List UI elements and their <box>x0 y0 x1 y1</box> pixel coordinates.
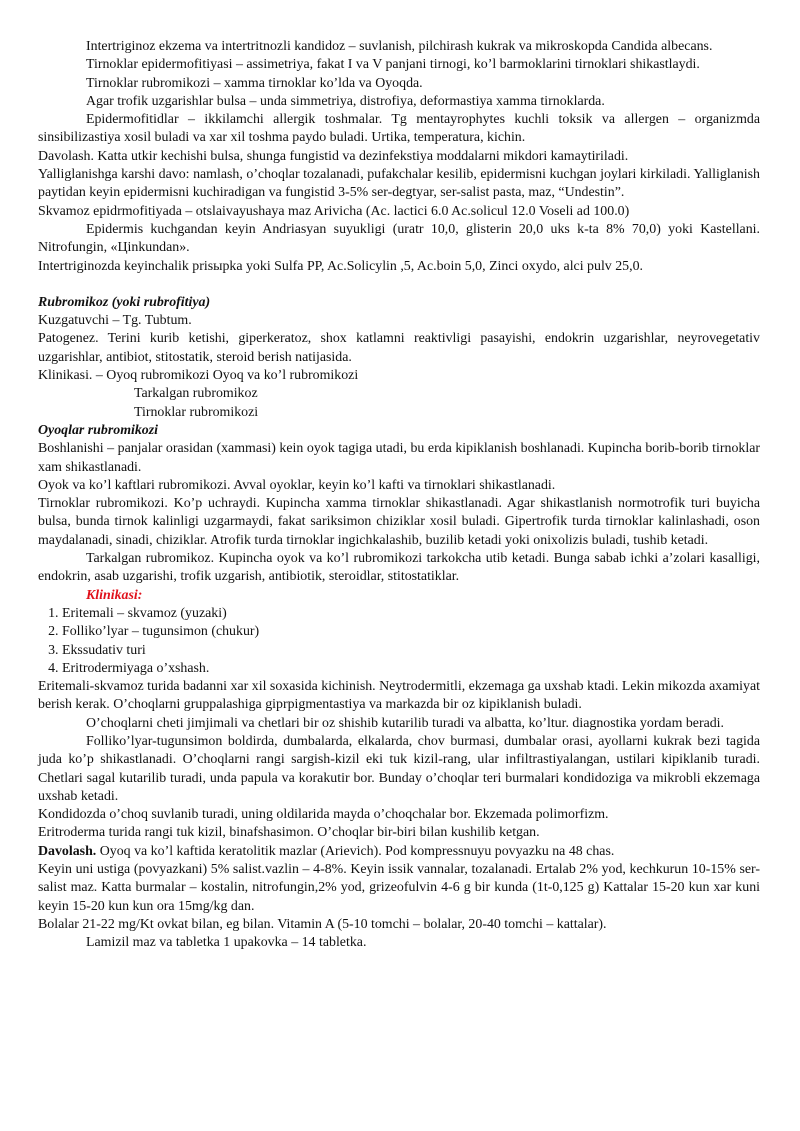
clinic-heading: Klinikasi: <box>86 587 143 603</box>
paragraph: Folliko’lyar-tugunsimon boldirda, dumbalarda, elkalarda, chov burmasi, dumbalar orasi, ayollarni kukrak bezi tagida juda ko’p shikastlanadi. O’choqlarni rangi sargish-kizil eki tuk kizil-rang, ular infiltrastiyalangan, ustilari kipiklanib turadi. Chetlari sagal kutarilib turadi, unda papula va korakutir bor. Bunday o’choqlar teri burmalari kondidoziga va mikrobli ekzemaga uxshab ketadi. <box>38 733 760 804</box>
paragraph: Tirnoklar rubromikozi <box>134 404 259 420</box>
paragraph: Yalliglanishga karshi davo: namlash, o’choqlar tozalanadi, pufakchalar kesilib, epidermisni kuchgan joylari kirkiladi. Yalliglanish paytidan keyin epidermisni kuchiradigan va fungistid 3-5% ser-degtyar, ser-salist pasta, maz, “Undestin”. <box>38 167 760 201</box>
paragraph: Tirnoklar rubromikozi. Ko’p uchraydi. Kupincha xamma tirnoklar shikastlanadi. Agar shikastlanish normotrofik turi buyicha bulsa, bunda tirnok kalinligi uzgarmaydi, fakat sariksimon chiziklar xosil buladi. Gipertrofik turda tirnoklar kalinlashadi, oson maydalanadi, sinadi, chiziklar. Atrofik turda tirnoklar ingichkalashib, buzilib ketadi yoki onixolizis buladi, tushib ketadi. <box>38 496 760 548</box>
paragraph: Eritemali-skvamoz turida badanni xar xil soxasida kichinish. Neytrodermitli, ekzemaga ga uxshab ktadi. Lekin mikozda axamiyat berish kerak. O’choqlarni gruppalashiga giprpigmentastiya va markazda bir oz kipiklanish buladi. <box>38 679 760 713</box>
paragraph: Kondidozda o’choq suvlanib turadi, uning oldilarida mayda o’choqchalar bor. Ekzemada polimorfizm. <box>38 807 609 823</box>
section-heading: Rubromikoz (yoki rubrofitiya) <box>38 294 211 310</box>
list-item: 1. Eritemali – skvamoz (yuzaki) <box>62 605 760 623</box>
paragraph: Davolash. Katta utkir kechishi bulsa, shunga fungistid va dezinfekstiya moddalarni mikdori kamaytiriladi. <box>38 148 629 164</box>
paragraph: Boshlanishi – panjalar orasidan (xammasi) kein oyok tagiga utadi, bu erda kipiklanish boshlanadi. Kupincha borib-borib tirnoklar xam shikastlanadi. <box>38 441 760 475</box>
paragraph: Patogenez. Terini kurib ketishi, giperkeratoz, shox katlamni reaktivligi pasayishi, endokrin uzgarishlar, neyrovegetativ uzgarishlar, antibiot, stitostatik, steroid berish natijasida. <box>38 331 760 365</box>
paragraph: Epidermis kuchgandan keyin Andriasyan suyukligi (uratr 10,0, glisterin 20,0 uks k-ta 8% 70,0) yoki Kastellani. Nitrofungin, «Цinkundan». <box>38 221 760 256</box>
list-item: 2. Folliko’lyar – tugunsimon (chukur) <box>62 623 760 641</box>
paragraph: Tirnoklar epidermofitiyasi – assimetriya, fakat I va V panjani tirnogi, ko’l barmoklarini tirnoklari shikastlaydi. <box>86 57 700 73</box>
paragraph: Oyok va ko’l kaftlari rubromikozi. Avval oyoklar, keyin ko’l kafti va tirnoklari shikastlanadi. <box>38 477 556 493</box>
paragraph: Agar trofik uzgarishlar bulsa – unda simmetriya, distrofiya, deformastiya xamma tirnoklarda. <box>86 93 605 109</box>
paragraph: Skvamoz epidrmofitiyada – otslaivayushaya maz Arivicha (Ac. lactici 6.0 Ac.solicul 12.0 Voseli ad 100.0) <box>38 203 630 219</box>
paragraph: Klinikasi. – Oyoq rubromikozi Oyoq va ko’l rubromikozi <box>38 368 359 384</box>
clinic-list <box>38 605 760 678</box>
treatment-label: Davolash. <box>38 843 97 859</box>
paragraph: Kuzgatuvchi – Tg. Tubtum. <box>38 313 192 329</box>
paragraph: Intertriginoz ekzema va intertritnozli kandidoz – suvlanish, pilchirash kukrak va mikroskopda Candida albecans. <box>86 39 713 54</box>
paragraph: O’choqlarni cheti jimjimali va chetlari bir oz shishib kutarilib turadi va albatta, ko’ltur. diagnostika yordam beradi. <box>86 715 725 731</box>
paragraph: Tarkalgan rubromikoz. Kupincha oyok va ko’l rubromikozi tarkokcha utib ketadi. Bunga sabab ichki a’zolari kasalligi, endokrin, asab uzgarishi, trofik uzgarish, antibiotik, steroidlar, stitostatiklar. <box>38 551 760 585</box>
paragraph: Epidermofitidlar – ikkilamchi allergik toshmalar. Tg mentayrophytes kuchli toksik va allergen – organizmda sinsibilizastiya xosil buladi va xar xil toshma paydo buladi. Urtika, temperatura, kichin. <box>38 112 760 146</box>
paragraph: Eritroderma turida rangi tuk kizil, binafshasimon. O’choqlar bir-biri bilan kushilib ketgan. <box>38 825 540 841</box>
blank-line <box>38 276 760 294</box>
paragraph <box>38 843 760 861</box>
document-page <box>38 38 760 953</box>
list-item: 4. Eritrodermiyaga o’xshash. <box>62 660 760 678</box>
paragraph: Keyin uni ustiga (povyazkani) 5% salist.vazlin – 4-8%. Keyin issik vannalar, tozalanadi. Ertalab 2% yod, kechkurun 10-15% ser-salist maz. Katta burmalar – kostalin, nitrofungin,2% yod, grizeofulvin 4-6 g bir kunda (1t-0,125 g) Kattalar 15-20 kun xar kuni keyin 15-20 kun kun ora 15mg/kg dan. <box>38 862 760 914</box>
treatment-text: Oyoq va ko’l kaftida keratolitik mazlar (Arievich). Pod kompressnuyu povyazku na 48 chas. <box>96 843 615 859</box>
section-heading: Oyoqlar rubromikozi <box>38 422 159 438</box>
paragraph: Tarkalgan rubromikoz <box>134 386 258 402</box>
paragraph: Lamizil maz va tabletka 1 upakovka – 14 tabletka. <box>86 935 367 951</box>
paragraph: Intertriginozda keyinchalik prisыpka yoki Sulfa PP, Ac.Solicylin ,5, Ac.boin 5,0, Zinci oxydo, alci pulv 25,0. <box>38 258 644 274</box>
paragraph: Bolalar 21-22 mg/Kt ovkat bilan, eg bilan. Vitamin A (5-10 tomchi – bolalar, 20-40 tomchi – kattalar). <box>38 916 607 932</box>
paragraph: Tirnoklar rubromikozi – xamma tirnoklar ko’lda va Oyoqda. <box>86 75 423 91</box>
list-item: 3. Ekssudativ turi <box>62 642 760 660</box>
